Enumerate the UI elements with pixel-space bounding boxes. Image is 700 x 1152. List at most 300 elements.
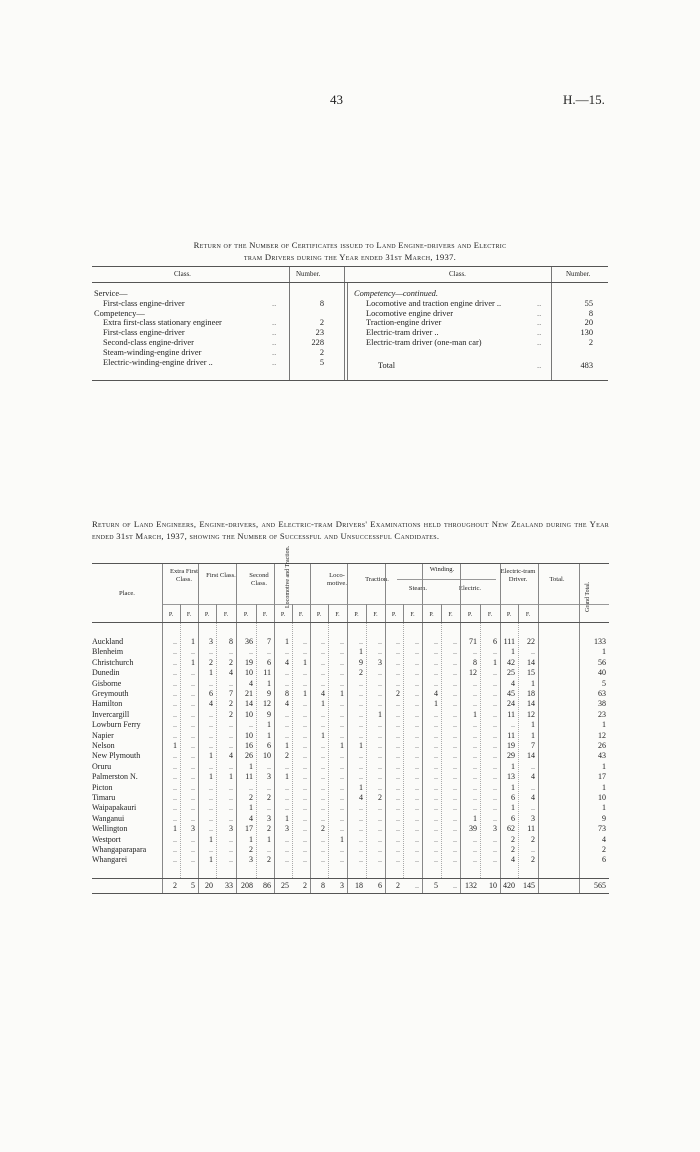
empty-cell-dots: ..: [415, 647, 419, 657]
empty-cell-dots: ..: [209, 678, 213, 688]
cell-value: 1: [267, 678, 271, 688]
empty-cell-dots: ..: [340, 647, 344, 657]
leader-dots: ..: [272, 318, 277, 328]
cell-value: 2: [321, 824, 325, 834]
empty-cell-dots: ..: [378, 803, 382, 813]
total-value: 33: [225, 881, 233, 890]
empty-cell-dots: ..: [415, 803, 419, 813]
empty-cell-dots: ..: [209, 741, 213, 750]
certificate-count: 2: [588, 338, 593, 347]
cell-value: 40: [598, 668, 606, 678]
cell-value: 11: [263, 668, 271, 678]
cell-value: 3: [267, 772, 271, 782]
empty-cell-dots: ..: [303, 761, 307, 771]
cell-value: 2: [285, 751, 289, 761]
cell-value: 26: [598, 741, 606, 750]
empty-cell-dots: ..: [340, 855, 344, 865]
empty-cell-dots: ..: [493, 647, 497, 657]
leader-dots: ..: [537, 360, 542, 370]
empty-cell-dots: ..: [396, 845, 400, 854]
empty-cell-dots: ..: [415, 678, 419, 688]
total-value: 10: [489, 881, 497, 890]
examinations-table-header: [92, 545, 609, 622]
cell-value: 1: [378, 709, 382, 719]
table-row: [92, 824, 609, 834]
empty-cell-dots: ..: [453, 855, 457, 865]
empty-cell-dots: ..: [340, 668, 344, 678]
certificate-count: 228: [311, 338, 324, 347]
empty-cell-dots: ..: [191, 803, 195, 813]
cell-value: 2: [249, 793, 253, 802]
empty-cell-dots: ..: [473, 741, 477, 750]
certificate-class-label: Steam-winding-engine driver: [103, 347, 202, 357]
empty-cell-dots: ..: [396, 637, 400, 646]
header-f-label: F.: [487, 612, 493, 618]
header-total: Total.: [549, 576, 565, 583]
cell-value: 73: [598, 824, 606, 834]
table-row: [92, 658, 609, 668]
empty-cell-dots: ..: [378, 834, 382, 844]
empty-cell-dots: ..: [191, 720, 195, 730]
empty-cell-dots: ..: [415, 845, 419, 854]
empty-cell-dots: ..: [191, 772, 195, 782]
cell-value: 62: [507, 824, 515, 834]
certificate-class-label: Competency—continued.: [354, 289, 438, 298]
cell-value: 17: [245, 824, 253, 834]
cell-value: 4: [359, 793, 363, 802]
certificate-class-label: Locomotive and traction engine driver ..: [366, 298, 502, 308]
cell-value: 14: [527, 699, 535, 709]
empty-cell-dots: ..: [415, 782, 419, 792]
cell-value: 6: [267, 741, 271, 750]
table-row: [92, 647, 609, 657]
cell-value: 25: [507, 668, 515, 678]
empty-cell-dots: ..: [303, 699, 307, 709]
header-grand-total: Grand Total.: [585, 581, 591, 612]
empty-cell-dots: ..: [453, 751, 457, 761]
empty-cell-dots: ..: [434, 782, 438, 792]
certificates-title-line1: Return of the Number of Certificates issued to Land Engine-drivers and Electric: [193, 240, 507, 250]
empty-cell-dots: ..: [453, 637, 457, 646]
cell-value: 7: [267, 637, 271, 646]
empty-cell-dots: ..: [434, 855, 438, 865]
empty-cell-dots: ..: [434, 720, 438, 730]
empty-cell-dots: ..: [321, 803, 325, 813]
empty-cell-dots: ..: [434, 772, 438, 782]
table-row: [92, 710, 609, 720]
empty-cell-dots: ..: [321, 741, 325, 750]
place-name: Blenheim: [92, 647, 124, 657]
empty-cell-dots: ..: [531, 647, 535, 657]
empty-cell-dots: ..: [321, 834, 325, 844]
empty-cell-dots: ..: [173, 720, 177, 730]
leader-dots: ..: [272, 338, 277, 347]
total-value: 420: [503, 881, 515, 890]
empty-cell-dots: ..: [191, 647, 195, 657]
cell-value: 1: [531, 730, 535, 740]
empty-cell-dots: ..: [191, 793, 195, 802]
empty-cell-dots: ..: [173, 751, 177, 761]
empty-cell-dots: ..: [340, 709, 344, 719]
cell-value: 4: [249, 813, 253, 823]
header-f-label: F.: [298, 612, 304, 618]
empty-cell-dots: ..: [473, 845, 477, 854]
place-name: Timaru: [92, 793, 116, 802]
empty-cell-dots: ..: [321, 813, 325, 823]
empty-cell-dots: ..: [340, 845, 344, 854]
empty-cell-dots: ..: [191, 761, 195, 771]
cell-value: 4: [531, 772, 535, 782]
empty-cell-dots: ..: [378, 730, 382, 740]
empty-cell-dots: ..: [415, 730, 419, 740]
cell-value: 71: [469, 637, 477, 646]
empty-cell-dots: ..: [415, 813, 419, 823]
examinations-table: [92, 545, 609, 894]
empty-cell-dots: ..: [378, 845, 382, 854]
document-reference: H.—15.: [563, 92, 605, 107]
certificate-class-label: Traction-engine driver: [366, 318, 442, 328]
cell-value: 1: [209, 668, 213, 678]
certificates-title-line2: tram Drivers during the Year ended 31st March, 1937.: [243, 252, 457, 262]
cell-value: 3: [378, 657, 382, 667]
cell-value: 3: [209, 637, 213, 646]
place-name: Picton: [92, 782, 113, 792]
table-row: [92, 772, 609, 782]
table-row: [92, 803, 609, 813]
empty-cell-dots: ..: [173, 761, 177, 771]
certificates-table-title: [85, 239, 615, 263]
header-f-label: F.: [262, 612, 268, 618]
leader-dots: ..: [537, 338, 542, 347]
empty-cell-dots: ..: [321, 720, 325, 730]
total-value: 25: [281, 881, 289, 890]
cell-value: 2: [229, 709, 233, 719]
empty-cell-dots: ..: [473, 647, 477, 657]
cell-value: 2: [359, 668, 363, 678]
empty-cell-dots: ..: [321, 793, 325, 802]
empty-cell-dots: ..: [359, 637, 363, 646]
empty-cell-dots: ..: [493, 709, 497, 719]
empty-cell-dots: ..: [340, 637, 344, 646]
empty-cell-dots: ..: [209, 730, 213, 740]
empty-cell-dots: ..: [493, 720, 497, 730]
total-value: 8: [321, 881, 325, 890]
header-loco-traction: Locomotive and Traction.: [285, 545, 291, 608]
empty-cell-dots: ..: [209, 803, 213, 813]
empty-cell-dots: ..: [359, 803, 363, 813]
empty-cell-dots: ..: [340, 730, 344, 740]
leader-dots: ..: [272, 298, 277, 308]
empty-cell-dots: ..: [531, 845, 535, 854]
cell-value: 16: [245, 741, 253, 750]
cell-value: 22: [527, 637, 535, 646]
cell-value: 1: [285, 741, 289, 750]
empty-cell-dots: ..: [191, 751, 195, 761]
table-row: [92, 814, 609, 824]
empty-cell-dots: ..: [209, 761, 213, 771]
empty-cell-dots: ..: [415, 751, 419, 761]
cell-value: 1: [602, 803, 606, 813]
cell-value: 2: [209, 657, 213, 667]
empty-cell-dots: ..: [493, 855, 497, 865]
empty-cell-dots: ..: [303, 813, 307, 823]
cell-value: 7: [531, 741, 535, 750]
empty-cell-dots: ..: [191, 834, 195, 844]
header-winding: Winding.: [429, 566, 455, 573]
cell-value: 3: [229, 824, 233, 834]
total-value: 2: [303, 881, 307, 890]
table-row: [92, 835, 609, 845]
empty-cell-dots: ..: [453, 689, 457, 698]
empty-cell-dots: ..: [493, 772, 497, 782]
empty-cell-dots: ..: [359, 709, 363, 719]
empty-cell-dots: ..: [396, 824, 400, 834]
empty-cell-dots: ..: [229, 647, 233, 657]
header-p-label: P.: [204, 612, 210, 618]
empty-cell-dots: ..: [285, 793, 289, 802]
table-row: [92, 762, 609, 772]
empty-cell-dots: ..: [396, 751, 400, 761]
cell-value: 1: [173, 741, 177, 750]
empty-cell-dots: ..: [285, 709, 289, 719]
cell-value: 2: [378, 793, 382, 802]
cell-value: 17: [598, 772, 606, 782]
cell-value: 1: [285, 772, 289, 782]
empty-cell-dots: ..: [396, 668, 400, 678]
place-name: Lowburn Ferry: [92, 720, 141, 730]
empty-cell-dots: ..: [473, 720, 477, 730]
header-p-label: P.: [280, 612, 286, 618]
empty-cell-dots: ..: [378, 741, 382, 750]
empty-cell-dots: ..: [191, 782, 195, 792]
cell-value: 2: [229, 699, 233, 709]
cell-value: 1: [473, 813, 477, 823]
empty-cell-dots: ..: [209, 793, 213, 802]
empty-cell-dots: ..: [434, 741, 438, 750]
empty-cell-dots: ..: [453, 813, 457, 823]
table-row: [92, 637, 609, 647]
cell-value: 4: [602, 834, 606, 844]
cell-value: 1: [229, 772, 233, 782]
empty-cell-dots: ..: [303, 709, 307, 719]
cell-value: 12: [263, 699, 271, 709]
place-name: Christchurch: [92, 657, 134, 667]
certificate-count: 5: [319, 357, 324, 367]
empty-cell-dots: ..: [359, 751, 363, 761]
empty-cell-dots: ..: [396, 741, 400, 750]
empty-cell-dots: ..: [229, 793, 233, 802]
cell-value: 4: [321, 689, 325, 698]
empty-cell-dots: ..: [321, 637, 325, 646]
empty-cell-dots: ..: [173, 709, 177, 719]
total-value: 145: [523, 881, 535, 890]
empty-cell-dots: ..: [434, 803, 438, 813]
empty-cell-dots: ..: [453, 699, 457, 709]
header-electric: Electric.: [458, 585, 482, 592]
cell-value: 12: [527, 709, 535, 719]
empty-cell-dots: ..: [453, 678, 457, 688]
empty-cell-dots: ..: [415, 709, 419, 719]
empty-cell-dots: ..: [434, 845, 438, 854]
empty-cell-dots: ..: [378, 855, 382, 865]
cell-value: 43: [598, 751, 606, 761]
total-value: 5: [191, 881, 195, 890]
empty-cell-dots: ..: [473, 834, 477, 844]
empty-cell-dots: ..: [173, 657, 177, 667]
cell-value: 8: [473, 657, 477, 667]
empty-cell-dots: ..: [229, 730, 233, 740]
cell-value: 12: [598, 730, 606, 740]
empty-cell-dots: ..: [229, 834, 233, 844]
empty-cell-dots: ..: [473, 793, 477, 802]
empty-cell-dots: ..: [173, 782, 177, 792]
empty-cell-dots: ..: [285, 782, 289, 792]
empty-cell-dots: ..: [321, 761, 325, 771]
header-number-left: Number.: [296, 270, 321, 278]
cell-value: 6: [209, 689, 213, 698]
empty-cell-dots: ..: [285, 730, 289, 740]
empty-cell-dots: ..: [396, 699, 400, 709]
empty-cell-dots: ..: [473, 761, 477, 771]
cell-value: 4: [209, 699, 213, 709]
cell-value: 1: [434, 699, 438, 709]
empty-cell-dots: ..: [434, 793, 438, 802]
empty-cell-dots: ..: [396, 761, 400, 771]
cell-value: 29: [507, 751, 515, 761]
examinations-table-title: Return of Land Engineers, Engine-drivers, and Electric-tram Drivers' Examinations held throughout New Zealand during the Year ended 31st March, 1937, showing the Number of Successful and Unsuccessful Candidates.: [92, 519, 609, 541]
cell-value: 1: [359, 647, 363, 657]
empty-cell-dots: ..: [249, 782, 253, 792]
empty-cell-dots: ..: [473, 751, 477, 761]
header-p-label: P.: [316, 612, 322, 618]
cell-value: 56: [598, 657, 606, 667]
cell-value: 2: [396, 689, 400, 698]
empty-cell-dots: ..: [473, 699, 477, 709]
cell-value: 11: [507, 709, 515, 719]
empty-cell-dots: ..: [303, 668, 307, 678]
cell-value: 10: [245, 668, 253, 678]
empty-cell-dots: ..: [415, 761, 419, 771]
cell-value: 13: [507, 772, 515, 782]
certificate-count: 483: [580, 360, 593, 370]
cell-value: 4: [531, 793, 535, 802]
empty-cell-dots: ..: [285, 855, 289, 865]
empty-cell-dots: ..: [209, 813, 213, 823]
certificate-class-label: First-class engine-driver: [103, 328, 185, 338]
empty-cell-dots: ..: [229, 741, 233, 750]
place-name: Oruru: [92, 761, 112, 771]
cell-value: 2: [511, 845, 515, 854]
empty-cell-dots: ..: [173, 834, 177, 844]
empty-cell-dots: ..: [173, 699, 177, 709]
empty-cell-dots: ..: [191, 855, 195, 865]
empty-cell-dots: ..: [453, 657, 457, 667]
certificate-count: 2: [319, 347, 324, 357]
empty-cell-dots: ..: [173, 730, 177, 740]
empty-cell-dots: ..: [321, 845, 325, 854]
empty-cell-dots: ..: [340, 813, 344, 823]
leader-dots: ..: [272, 357, 277, 367]
cell-value: 2: [531, 855, 535, 865]
table-row: [92, 668, 609, 678]
empty-cell-dots: ..: [209, 782, 213, 792]
empty-cell-dots: ..: [378, 772, 382, 782]
total-value: 6: [378, 881, 382, 890]
cell-value: 24: [507, 699, 515, 709]
cell-value: 1: [340, 689, 344, 698]
empty-cell-dots: ..: [396, 772, 400, 782]
empty-cell-dots: ..: [396, 813, 400, 823]
empty-cell-dots: ..: [493, 689, 497, 698]
cell-value: 1: [340, 741, 344, 750]
cell-value: 3: [285, 824, 289, 834]
certificate-count: 23: [315, 328, 324, 338]
empty-cell-dots: ..: [173, 668, 177, 678]
cell-value: 1: [209, 751, 213, 761]
table-row: [92, 741, 609, 751]
empty-cell-dots: ..: [453, 824, 457, 834]
empty-cell-dots: ..: [493, 741, 497, 750]
total-value: 3: [340, 881, 344, 890]
certificates-table: [92, 266, 608, 381]
certificate-class-label: Total: [378, 360, 396, 370]
total-value: 2: [173, 881, 177, 890]
empty-cell-dots: ..: [229, 678, 233, 688]
certificate-count: 8: [319, 298, 324, 308]
empty-cell-dots: ..: [173, 678, 177, 688]
empty-cell-dots: ..: [434, 709, 438, 719]
empty-cell-dots: ..: [321, 678, 325, 688]
leader-dots: ..: [272, 328, 277, 338]
place-name: Dunedin: [92, 668, 120, 678]
header-extra-first: Extra First Class.: [169, 568, 199, 583]
header-f-label: F.: [373, 612, 378, 618]
empty-cell-dots: ..: [415, 699, 419, 709]
certificates-table-header: [92, 266, 608, 283]
total-value: 2: [396, 881, 400, 890]
empty-cell-dots: ..: [473, 772, 477, 782]
empty-cell-dots: ..: [396, 803, 400, 813]
total-value: 20: [205, 881, 213, 890]
cell-value: 14: [527, 751, 535, 761]
cell-value: 1: [340, 834, 344, 844]
cell-value: 63: [598, 689, 606, 698]
empty-cell-dots: ..: [415, 741, 419, 750]
empty-cell-dots: ..: [303, 793, 307, 802]
cell-value: 11: [527, 824, 535, 834]
cell-value: 1: [359, 782, 363, 792]
empty-cell-dots: ..: [267, 782, 271, 792]
cell-value: 1: [493, 657, 497, 667]
empty-cell-dots: ..: [303, 845, 307, 854]
empty-cell-dots: ..: [303, 834, 307, 844]
empty-cell-dots: ..: [415, 834, 419, 844]
empty-cell-dots: ..: [473, 803, 477, 813]
empty-cell-dots: ..: [191, 813, 195, 823]
cell-value: 4: [285, 657, 289, 667]
cell-value: 1: [267, 720, 271, 730]
cell-value: 1: [209, 855, 213, 865]
header-first: First Class.: [206, 572, 236, 579]
empty-cell-dots: ..: [378, 813, 382, 823]
cell-value: 1: [173, 824, 177, 834]
header-p-label: P.: [243, 612, 249, 618]
table-row: [92, 783, 609, 793]
empty-cell-dots: ..: [378, 678, 382, 688]
cell-value: 1: [359, 741, 363, 750]
cell-value: 1: [191, 637, 195, 646]
empty-cell-dots: ..: [209, 845, 213, 854]
